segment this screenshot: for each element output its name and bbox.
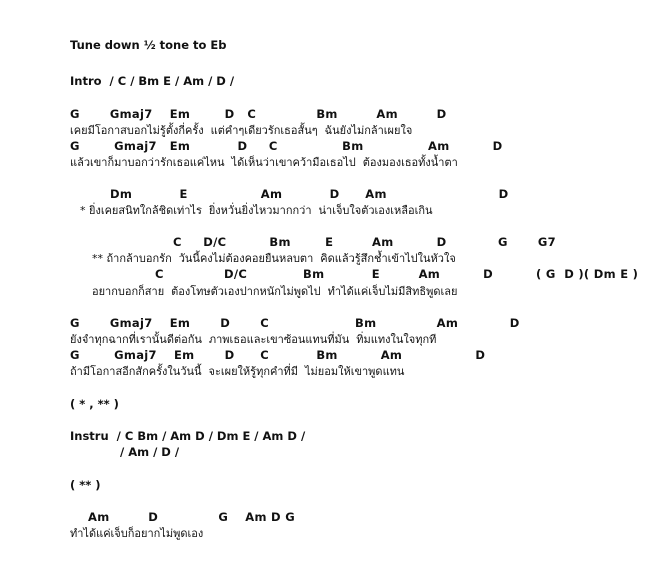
- outro-lyric: ทำได้แค่เจ็บก็อยากไม่พูดเอง: [70, 527, 204, 540]
- instru-line-2: / Am / D /: [120, 445, 180, 459]
- verse2-chords-2: G Gmaj7 Em D C Bm Am D: [70, 348, 486, 362]
- intro-chords: Intro / C / Bm E / Am / D /: [70, 74, 235, 88]
- outro-chords: Am D G Am D G: [88, 510, 295, 524]
- chorus2-chords-2: C D/C Bm E Am D ( G D )( Dm E ): [155, 267, 639, 281]
- chorus1-lyric-1: * ยิ่งเคยสนิทใกล้ชิดเท่าไร ยิ่งหวั่นยิ่งไหวมากกว่า น่าเจ็บใจตัวเองเหลือเกิน: [80, 204, 433, 217]
- tuning-note: Tune down ½ tone to Eb: [70, 38, 227, 52]
- verse2-lyric-2: ถ้ามีโอกาสอีกสักครั้งในวันนี้ จะเผยให้รู้ทุกคำที่มี ไม่ยอมให้เขาพูดแทน: [70, 365, 405, 378]
- chorus2-lyric-1: ** ถ้ากล้าบอกรัก วันนี้คงไม่ต้องคอยยืนหลบตา คิดแล้วรู้สึกช้ำเข้าไปในหัวใจ: [92, 252, 456, 265]
- instru-line-1: Instru / C Bm / Am D / Dm E / Am D /: [70, 429, 306, 443]
- repeat-marker-1: ( * , ** ): [70, 397, 119, 411]
- verse1-chords-1: G Gmaj7 Em D C Bm Am D: [70, 107, 447, 121]
- chorus2-lyric-2: อยากบอกก็สาย ต้องโทษตัวเองปากหนักไม่พูดไป ทำได้แค่เจ็บไม่มีสิทธิพูดเลย: [92, 285, 458, 298]
- verse1-chords-2: G Gmaj7 Em D C Bm Am D: [70, 139, 503, 153]
- verse1-lyric-2: แล้วเขาก็มาบอกว่ารักเธอแค่ไหน ได้เห็นว่าเขาคว้ามือเธอไป ต้องมองเธอทั้งน้ำตา: [70, 156, 458, 169]
- chorus2-chords-1: C D/C Bm E Am D G G7: [173, 235, 556, 249]
- verse1-lyric-1: เคยมีโอกาสบอกไม่รู้ตั้งกี่ครั้ง แต่คำๆเดียวรักเธอสั้นๆ ฉันยังไม่กล้าเผยใจ: [70, 124, 413, 137]
- verse2-chords-1: G Gmaj7 Em D C Bm Am D: [70, 316, 520, 330]
- chorus1-chords-1: Dm E Am D Am D: [110, 187, 509, 201]
- verse2-lyric-1: ยังจำทุกฉากที่เรานั้นดีต่อกัน ภาพเธอและเขาซ้อนแทนที่มัน ทิ่มแทงในใจทุกที: [70, 333, 437, 346]
- repeat-marker-2: ( ** ): [70, 478, 101, 492]
